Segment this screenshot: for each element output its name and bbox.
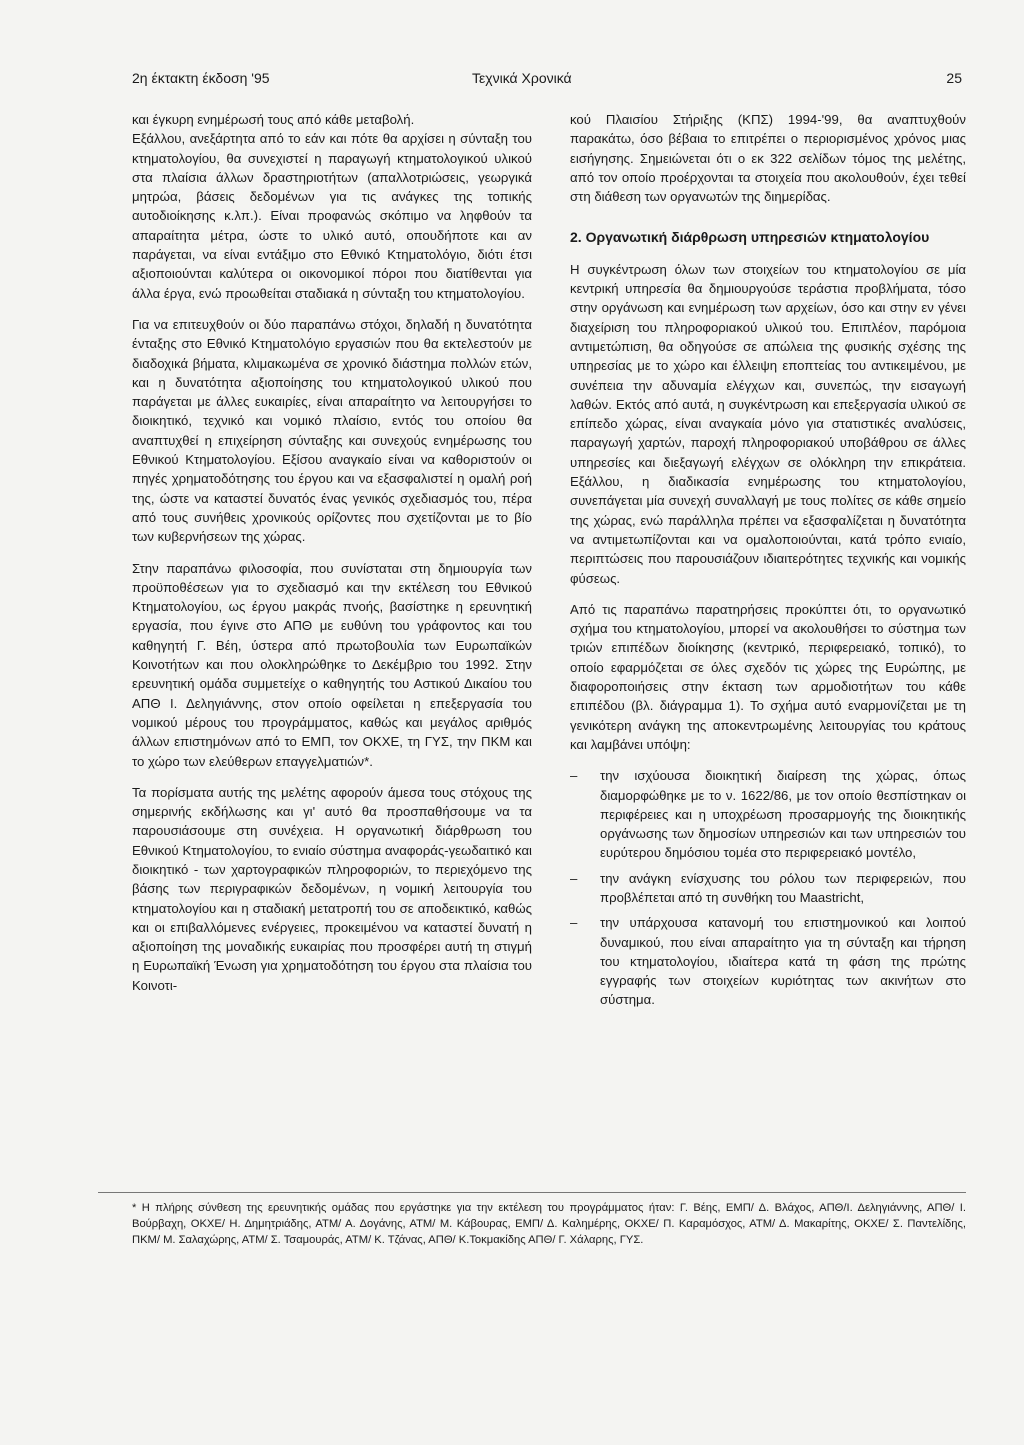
left-column bbox=[132, 110, 532, 1007]
list-item: – την υπάρχουσα κατανομή του επιστημονικού και λοιπού δυναμικού, που είναι απαραίτητο για τη σύνταξη και τήρηση του κτηματολογίου, ιδιαίτερα κατά τη φάση της πρώτης εγγραφής των στοιχείων κυριότητας των ακινήτων στο σύστημα. bbox=[570, 913, 966, 1009]
footnote: * Η πλήρης σύνθεση της ερευνητικής ομάδας που εργάστηκε για την εκτέλεση του προγράμματος ήταν: Γ. Βέης, ΕΜΠ/ Δ. Βλάχος, ΑΠΘ/Ι. Δεληγιάννης, ΑΠΘ/ Ι. Βούρβαχη, ΟΚΧΕ/ Η. Δημητριάδης, ΑΤΜ/ Α. Δογάνης, ΑΤΜ/ Μ. Κάβουρας, ΕΜΠ/ Δ. Καλημέρης, ΟΚΧΕ/ Π. Καραμόσχος, ΑΤΜ/ Δ. Μακαρίτης, ΟΚΧΕ/ Σ. Παντελίδης, ΠΚΜ/ Μ. Σαλαχώρης, ΑΤΜ/ Σ. Τσαμουράς, ΑΤΜ/ Κ. Τζάνας, ΑΠΘ/ Κ.Τοκμακίδης ΑΠΘ/ Γ. Χάλαρης, ΓΥΣ. bbox=[132, 1202, 966, 1246]
journal-title: Τεχνικά Χρονικά bbox=[472, 70, 572, 86]
paragraph: Από τις παραπάνω παρατηρήσεις προκύπτει ότι, το οργανωτικό σχήμα του κτηματολογίου, μπορεί να ακολουθήσει το σύστημα των τριών επιπέδων διοίκησης (κεντρικό, περιφερειακό, τοπικό), το οποίο εφαρμόζεται σε όλες σχεδόν τις χώρες της Ευρώπης, με διαφοροποιήσεις στην έκταση των αρμοδιοτήτων του κάθε επιπέδου (βλ. διάγραμμα 1). Το σχήμα αυτό εναρμονίζεται με τη γενικότερη ανάγκη της αποκεντρωμένης λειτουργίας του κράτους και λαμβάνει υπόψη: bbox=[570, 601, 966, 752]
right-column bbox=[570, 110, 966, 1016]
paragraph: Εξάλλου, ανεξάρτητα από το εάν και πότε θα αρχίσει η σύνταξη του κτηματολογίου, θα συνεχιστεί η παραγωγή κτηματολογικού υλικού στα πλαίσια άλλων δραστηριοτήτων (απαλλοτριώσεις, γεωργικά μητρώα, βάσεις δεδομένων για τις ανάγκες της τοπικής αυτοδιοίκησης κ.λπ.). Είναι προφανώς σκόπιμο να ληφθούν τα απαραίτητα μέτρα, ώστε το υλικό αυτό, οπουδήποτε και αν παράγεται, να είναι εντάξιμο στο Εθνικό Κτηματολόγιο, διότι έτσι αξιοποιούνται καλύτερα οι οικονομικοί πόροι που διατίθενται για άλλα έργα, ενώ προωθείται σταδιακά η σύνταξη του κτηματολογίου. bbox=[132, 131, 532, 301]
paragraph: Για να επιτευχθούν οι δύο παραπάνω στόχοι, δηλαδή η δυνατότητα ένταξης στο Εθνικό Κτηματολόγιο εργασιών που θα εκτελεστούν με διαδοχικά βήματα, κλιμακωμένα σε χρονικό διάστημα πολλών ετών, και η δυνατότητα αξιοποίησης του κτηματολογικού υλικού που παράγεται με άλλες ευκαιρίες, είναι απαραίτητο να λειτουργήσει το διοικητικό, τεχνικό και νομικό πλαίσιο, εντός του οποίου θα αναπτυχθεί η επιχείρηση σύνταξης και συνεχούς ενημέρωσης του Εθνικού Κτηματολογίου. Εξίσου αναγκαίο είναι να καθοριστούν οι πηγές χρηματοδότησης του έργου και να εξασφαλιστεί η ομαλή ροή της, ώστε να καταστεί δυνατός ένας γενικός σχεδιασμός του, πέρα από τους συνήθεις χρονικούς ορίζοντες που σχετίζονται με το βίο των κυβερνήσεων της χώρας. bbox=[132, 316, 532, 545]
edition-label: 2η έκτακτη έκδοση '95 bbox=[132, 70, 270, 86]
paragraph: και έγκυρη ενημέρωσή τους από κάθε μεταβολή. bbox=[132, 112, 415, 127]
list-item: – την ανάγκη ενίσχυσης του ρόλου των περιφερειών, που προβλέπεται από τη συνθήκη του Maastricht, bbox=[570, 869, 966, 908]
paragraph: κού Πλαισίου Στήριξης (ΚΠΣ) 1994-'99, θα αναπτυχθούν παρακάτω, όσο βέβαια το επιτρέπει ο περιορισμένος χρόνος μιας εισήγησης. Σημειώνεται ότι ο εκ 322 σελίδων τόμος της μελέτης, από τον οποίο προέρχονται τα στοιχεία που ακολουθούν, έχει τεθεί στη διάθεση των οργανωτών της διημερίδας. bbox=[570, 112, 966, 205]
paragraph: Η συγκέντρωση όλων των στοιχείων του κτηματολογίου σε μία κεντρική υπηρεσία θα δημιουργούσε τεράστια προβλήματα, τόσο στην οργάνωση και ενημέρωση των αρχείων, όσο και στην εν γένει διαχείριση του πληροφοριακού υλικού του. Επιπλέον, παρόμοια αντιμετώπιση, θα οδηγούσε σε απώλεια της φυσικής σχέσης της υπηρεσίας με το χώρο και έλλειψη εποπτείας του αντικειμένου, με συνέπεια την αδυναμία ελέγχων και, συνεπώς, την εισαγωγή λαθών. Εκτός από αυτά, η συγκέντρωση και επεξεργασία υλικού σε επίπεδο χώρας, είναι αναγκαία μόνο για στατιστικές αναλύσεις, παραγωγή χαρτών, παροχή πληροφοριακού υποβάθρου σε άλλες υπηρεσίες και διεξαγωγή ελέγχων σε ολόκληρη την επικράτεια. Εξάλλου, η διαδικασία ενημέρωσης του κτηματολογίου, συνεπάγεται μία συνεχή συναλλαγή με τους πολίτες σε κάθε σημείο της χώρας, ενώ παράλληλα πρέπει να εξασφαλίζεται η δυνατότητα να αντιμετωπίζονται και να ομαλοποιούνται, κατά τρόπο ενιαίο, περιπτώσεις που παρουσιάζουν ιδιαιτερότητες τεχνικής και νομικής φύσεως. bbox=[570, 261, 966, 586]
running-header bbox=[132, 70, 962, 90]
section-heading: 2. Οργανωτική διάρθρωση υπηρεσιών κτηματολογίου bbox=[570, 229, 930, 246]
page-number: 25 bbox=[946, 70, 962, 86]
paragraph: Τα πορίσματα αυτής της μελέτης αφορούν άμεσα τους στόχους της σημερινής εκδήλωσης και γι' αυτό θα προσπαθήσουμε να τα παρουσιάσουμε στη συνέχεια. Η οργανωτική διάρθρωση του Εθνικού Κτηματολογίου, το ενιαίο σύστημα αναφοράς-γεωδαιτικό και διοικητικό - των χαρτογραφικών πληροφοριών, το περιεχόμενο της βάσης των περιγραφικών δεδομένων, η νομική λειτουργία του κτηματολογίου και η σταδιακή μετατροπή του σε αποδεικτικό, καθώς και οι επιβαλλόμενες ενέργειες, προκειμένου να καταστεί δυνατή η αξιοποίηση της μοναδικής ευκαιρίας που προσφέρει αυτή τη στιγμή η Ευρωπαϊκή Ένωση για χρηματοδότηση του έργου στα πλαίσια του Κοινοτι- bbox=[132, 784, 532, 993]
list-item: – την ισχύουσα διοικητική διαίρεση της χώρας, όπως διαμορφώθηκε με το ν. 1622/86, με τον οποίο θεσπίστηκαν οι περιφέρειες και η υποχρέωση προσαρμογής της διοικητικής οργάνωσης των δημοσίων υπηρεσιών και των υπηρεσιών του ευρύτερου δημόσιου τομέα στο περιφερειακό μοντέλο, bbox=[570, 766, 966, 862]
footnote-divider bbox=[98, 1192, 966, 1193]
paragraph: Στην παραπάνω φιλοσοφία, που συνίσταται στη δημιουργία των προϋποθέσεων για το σχεδιασμό και την εκτέλεση του Εθνικού Κτηματολογίου, ως έργου μακράς πνοής, βασίστηκε η ερευνητική εργασία, που έγινε στο ΑΠΘ με ευθύνη του γράφοντος και του καθηγητή Γ. Βέη, ύστερα από πρωτοβουλία των Ευρωπαϊκών Κοινοτήτων και που ολοκληρώθηκε το Δεκέμβριο του 1992. Στην ερευνητική ομάδα συμμετείχε ο καθηγητής του Αστικού Δικαίου του ΑΠΘ Ι. Δεληγιάννης, στον οποίο οφείλεται η επεξεργασία του νομικού μέρους του προγράμματος, καθώς και μεγάλος αριθμός άλλων επιστημόνων από το ΕΜΠ, τον ΟΚΧΕ, τη ΓΥΣ, την ΠΚΜ και το χώρο των ελεύθερων επαγγελματιών*. bbox=[132, 560, 532, 769]
dash-list bbox=[570, 766, 966, 1010]
